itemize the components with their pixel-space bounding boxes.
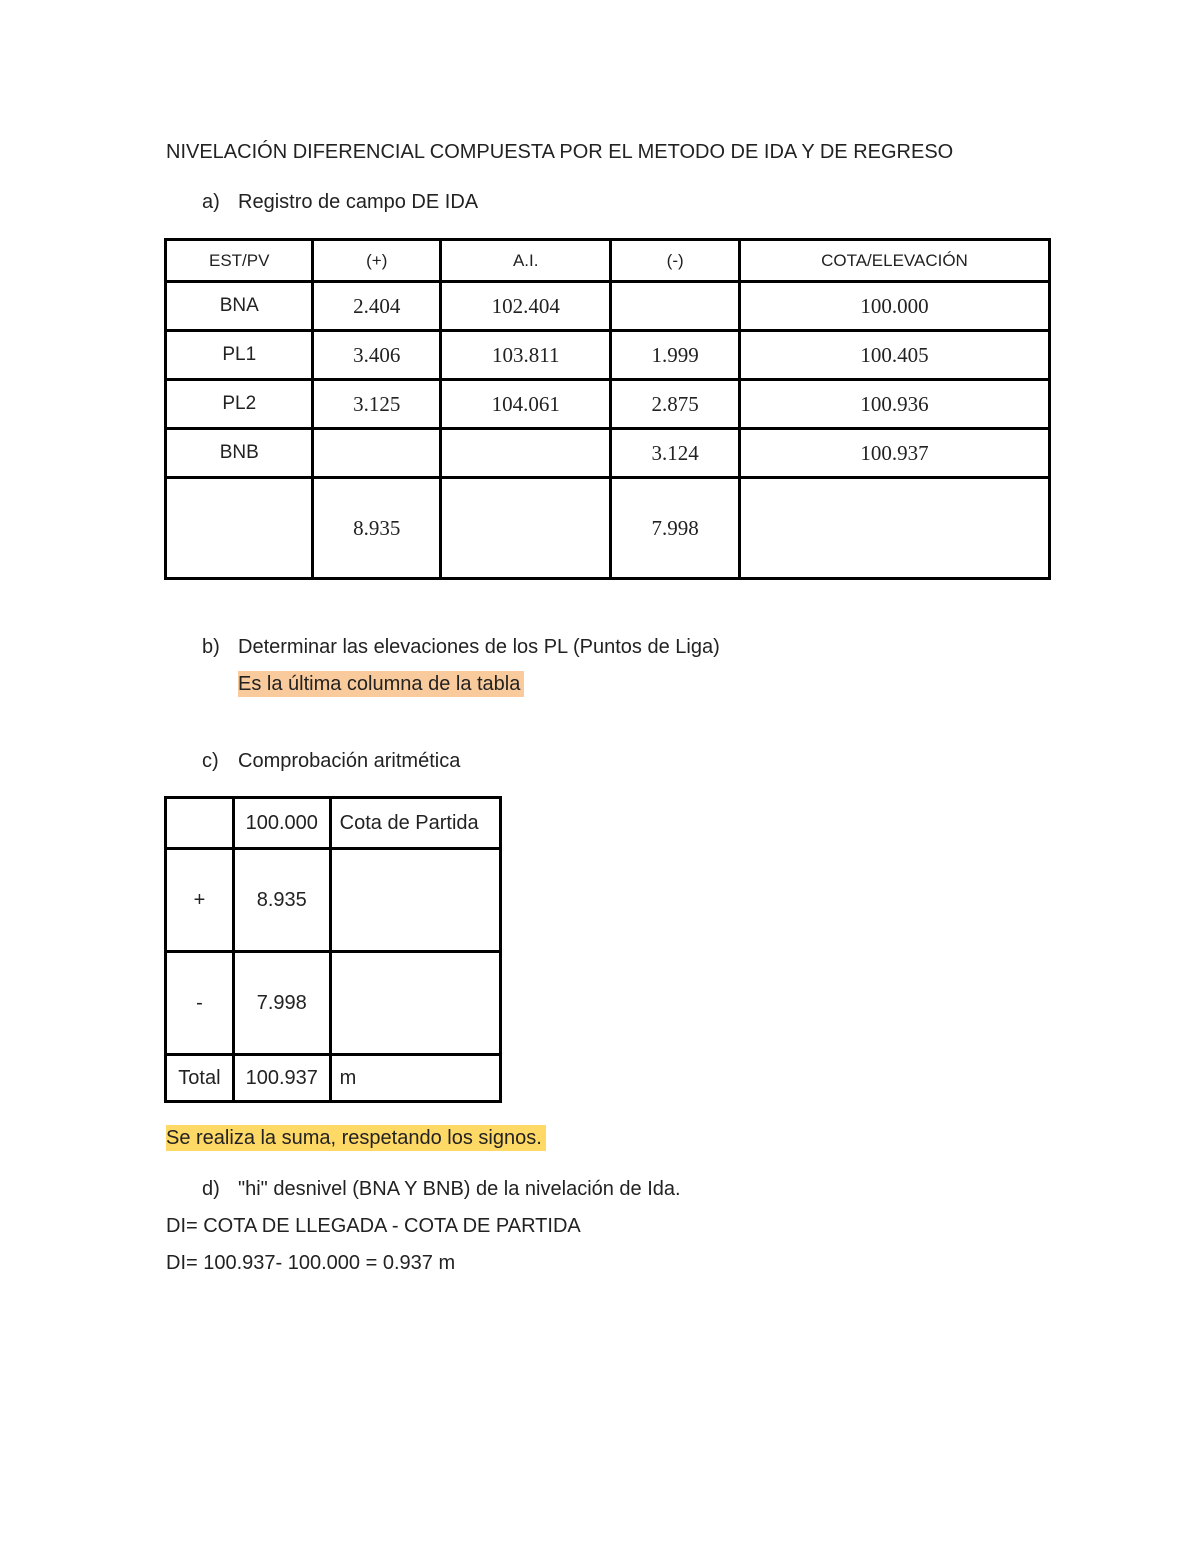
section-b-text: Determinar las elevaciones de los PL (Puntos de Liga) <box>238 636 720 658</box>
table-cell: 100.937 <box>739 429 1049 478</box>
table-cell: 1.999 <box>611 331 740 380</box>
table-row <box>166 849 501 952</box>
table-cell: BNB <box>166 429 313 478</box>
note <box>166 1127 546 1150</box>
table-row <box>166 380 1050 429</box>
highlighted-answer: Es la última columna de la tabla <box>238 671 524 697</box>
highlighted-note: Se realiza la suma, respetando los signos. <box>166 1125 546 1151</box>
table-cell: 3.125 <box>313 380 441 429</box>
section-d-marker: d) <box>202 1178 220 1200</box>
header-cell: COTA/ELEVACIÓN <box>739 240 1049 282</box>
table-cell: Total <box>166 1055 234 1102</box>
table-row <box>166 282 1050 331</box>
table-cell <box>330 849 500 952</box>
table-row <box>166 331 1050 380</box>
table-cell: 8.935 <box>233 849 330 952</box>
table-cell: 103.811 <box>441 331 611 380</box>
table-row <box>166 1055 501 1102</box>
table-cell: + <box>166 849 234 952</box>
table-cell: PL1 <box>166 331 313 380</box>
table-cell: 8.935 <box>313 478 441 579</box>
section-a <box>202 191 478 214</box>
table-cell <box>313 429 441 478</box>
section-b <box>202 636 720 659</box>
table-cell: - <box>166 952 234 1055</box>
table-cell: m <box>330 1055 500 1102</box>
table-totals-row <box>166 478 1050 579</box>
header-cell: EST/PV <box>166 240 313 282</box>
section-d <box>202 1178 681 1201</box>
table-cell: Cota de Partida <box>330 798 500 849</box>
header-cell: (-) <box>611 240 740 282</box>
table-cell: 100.000 <box>233 798 330 849</box>
table-cell <box>166 478 313 579</box>
table-cell: 3.124 <box>611 429 740 478</box>
section-d-text: "hi" desnivel (BNA Y BNB) de la nivelación de Ida. <box>238 1178 681 1200</box>
document-title: NIVELACIÓN DIFERENCIAL COMPUESTA POR EL METODO DE IDA Y DE REGRESO <box>166 141 954 163</box>
table-cell <box>441 478 611 579</box>
table-cell: 104.061 <box>441 380 611 429</box>
table-row <box>166 952 501 1055</box>
table-header-row <box>166 240 1050 282</box>
section-c-marker: c) <box>202 750 219 772</box>
table-cell: 3.406 <box>313 331 441 380</box>
header-cell: (+) <box>313 240 441 282</box>
table-cell: 100.000 <box>739 282 1049 331</box>
table-cell: PL2 <box>166 380 313 429</box>
section-b-marker: b) <box>202 636 220 658</box>
table-row <box>166 429 1050 478</box>
section-b-answer <box>238 673 524 696</box>
table-cell <box>330 952 500 1055</box>
table-cell: 2.404 <box>313 282 441 331</box>
formula-line-2: DI= 100.937- 100.000 = 0.937 m <box>166 1252 456 1274</box>
table-cell: 100.936 <box>739 380 1049 429</box>
table-cell: 7.998 <box>233 952 330 1055</box>
table-cell: 100.937 <box>233 1055 330 1102</box>
table-cell: 102.404 <box>441 282 611 331</box>
table-cell <box>441 429 611 478</box>
formula-line-1: DI= COTA DE LLEGADA - COTA DE PARTIDA <box>166 1215 581 1237</box>
table-cell: BNA <box>166 282 313 331</box>
arithmetic-check-table <box>164 796 502 1103</box>
table-cell: 7.998 <box>611 478 740 579</box>
table-row <box>166 798 501 849</box>
section-a-text: Registro de campo DE IDA <box>238 191 479 213</box>
table-cell: 2.875 <box>611 380 740 429</box>
header-cell: A.I. <box>441 240 611 282</box>
table-cell <box>739 478 1049 579</box>
section-c <box>202 750 460 773</box>
table-cell <box>611 282 740 331</box>
section-a-marker: a) <box>202 191 220 213</box>
field-record-table <box>164 238 1051 580</box>
table-cell: 100.405 <box>739 331 1049 380</box>
table-cell <box>166 798 234 849</box>
section-c-text: Comprobación aritmética <box>238 750 461 772</box>
